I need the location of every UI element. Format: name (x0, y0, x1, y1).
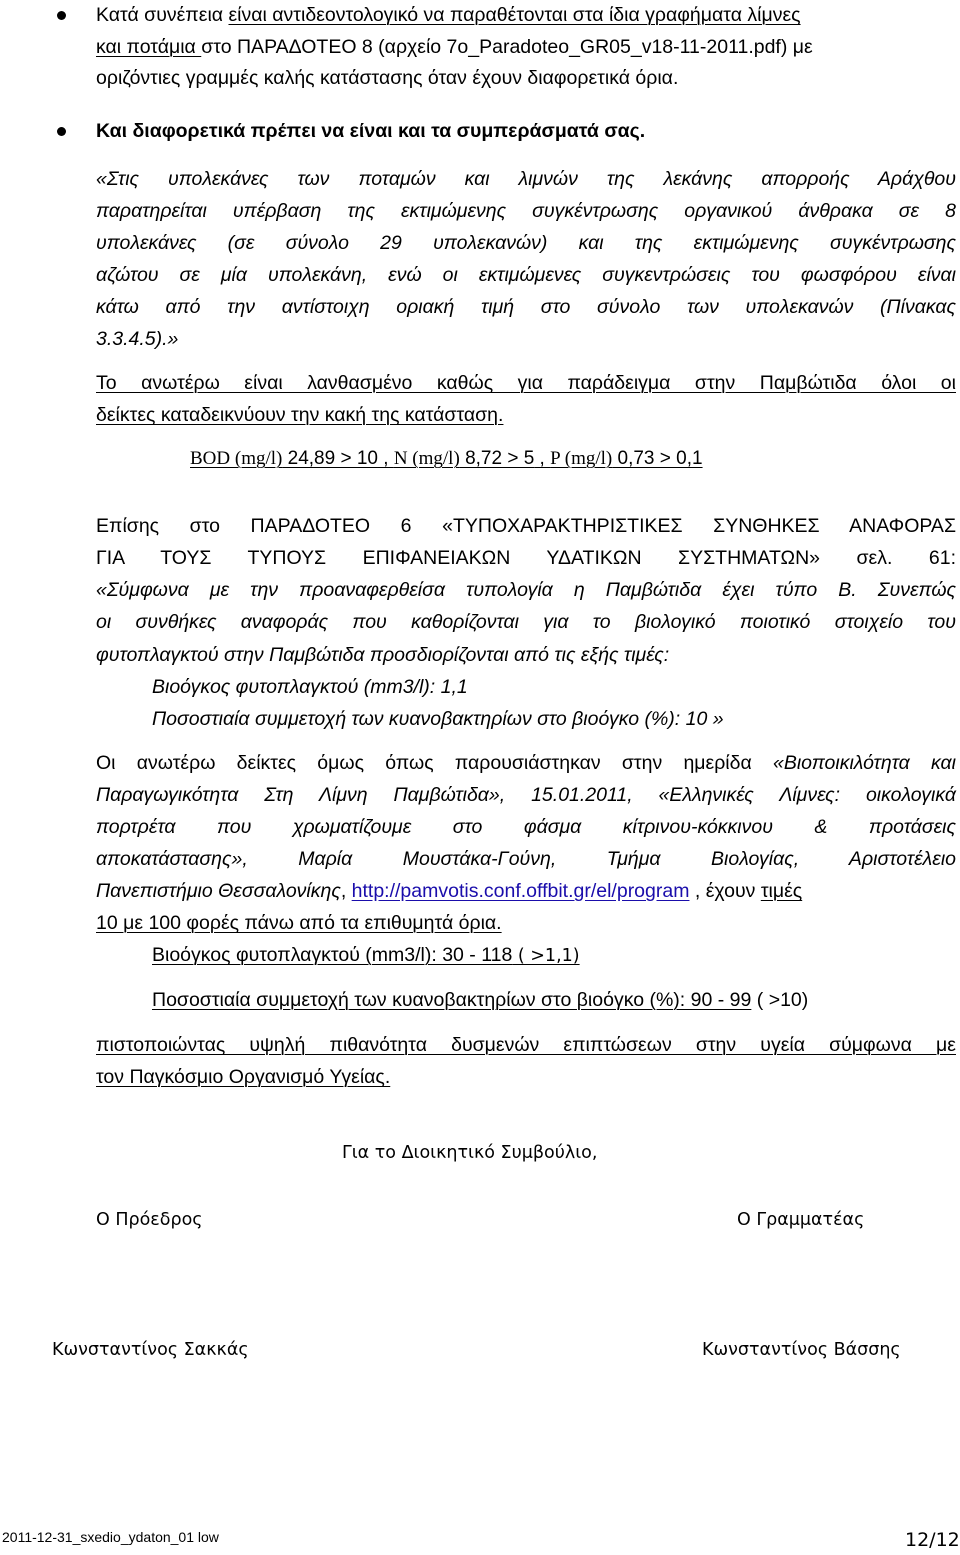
footer-filename: 2011-12-31_sxedio_ydaton_01 low (2, 1529, 219, 1545)
para3-line5: Πανεπιστήμιο Θεσσαλονίκης, http://pamvotis.conf.offbit.gr/el/program , έχουν τιμές (96, 880, 803, 902)
quote1-line4: αζώτου σε μία υπολεκάνη, ενώ οι εκτιμώμενες συγκεντρώσεις του φωσφόρου είναι (96, 264, 956, 286)
bullet-marker (57, 11, 66, 20)
para3-line4: αποκατάστασης», Μαρία Μουστάκα-Γούνη, Τμήμα Βιολογίας, Αριστοτέλειο (96, 848, 956, 870)
n-label: N (mg/l) (393, 448, 460, 469)
president-title: Ο Πρόεδρος (96, 1210, 203, 1230)
para1-line2: δείκτες καταδεικνύουν την κακή της κατάσταση. (96, 404, 504, 426)
bullet1-line2: και ποτάμια στο ΠΑΡΑΔΟΤΕΟ 8 (αρχείο 7ο_Paradoteo_GR05_v18-11-2011.pdf) με (96, 36, 813, 58)
para2-line7: Ποσοστιαία συμμετοχή των κυανοβακτηρίων στο βιοόγκο (%): 10 » (152, 708, 724, 730)
quote1-line2: παρατηρείται υπέρβαση της εκτιμώμενης συγκέντρωσης οργανικού άνθρακα σε 8 (96, 200, 956, 222)
indices-line: BOD (mg/l) 24,89 > 10 , N (mg/l) 8,72 > 5 , P (mg/l) 0,73 > 0,1 (190, 448, 703, 469)
secretary-title: Ο Γραμματέας (737, 1210, 865, 1230)
para2-line1: Επίσης στο ΠΑΡΑΔΟΤΕΟ 6 «ΤΥΠΟΧΑΡΑΚΤΗΡΙΣΤΙΚΕΣ ΣΥΝΘΗΚΕΣ ΑΝΑΦΟΡΑΣ (96, 515, 956, 537)
para3-line7: Βιοόγκος φυτοπλαγκτού (mm3/l): 30 - 118 ( >1,1) (152, 944, 580, 966)
para2-line6: Βιοόγκος φυτοπλαγκτού (mm3/l): 1,1 (152, 676, 468, 698)
quote1-line6: 3.3.4.5).» (96, 328, 179, 350)
bullet-marker (57, 127, 66, 136)
para3-line9: πιστοποιώντας υψηλή πιθανότητα δυσμενών επιπτώσεων στην υγεία σύμφωνα με (96, 1034, 956, 1056)
para2-line5: φυτοπλαγκτού στην Παμβώτιδα προσδιορίζονται από τις εξής τιμές: (96, 644, 670, 666)
para2-line4: οι συνθήκες αναφοράς που καθορίζονται για το βιολογικό ποιοτικό στοιχείο του (96, 611, 956, 633)
para2-line3: «Σύμφωνα με την προαναφερθείσα τυπολογία η Παμβώτιδα έχει τύπο Β. Συνεπώς (96, 579, 956, 601)
p-label: P (mg/l) (550, 448, 613, 469)
para3-line10: τον Παγκόσμιο Οργανισμό Υγείας. (96, 1066, 391, 1088)
para3-line6: 10 με 100 φορές πάνω από τα επιθυμητά όρια. (96, 912, 502, 934)
bod-value: 24,89 > 10 (282, 448, 378, 469)
bullet2-text: Και διαφορετικά πρέπει να είναι και τα συμπεράσματά σας. (96, 120, 646, 142)
quote1-line1: «Στις υπολεκάνες των ποταμών και λιμνών της λεκάνης απορροής Αράχθου (96, 168, 956, 190)
program-link[interactable]: http://pamvotis.conf.offbit.gr/el/program (351, 880, 690, 902)
secretary-name: Κωνσταντίνος Βάσσης (702, 1340, 901, 1360)
para1-line1: Το ανωτέρω είναι λανθασμένο καθώς για παράδειγμα στην Παμβώτιδα όλοι οι (96, 372, 956, 394)
para3-line3: πορτρέτα που χρωματίζουμε στο φάσμα κίτρινου-κόκκινου & προτάσεις (96, 816, 956, 838)
quote1-line5: κάτω από την αντίστοιχη οριακή τιμή στο σύνολο των υπολεκανών (Πίνακας (96, 296, 956, 318)
bullet1-line3: οριζόντιες γραμμές καλής κατάστασης όταν έχουν διαφορετικά όρια. (96, 67, 679, 89)
board-signoff: Για το Διοικητικό Συμβούλιο, (342, 1143, 598, 1163)
para2-line2: ΓΙΑ ΤΟΥΣ ΤΥΠΟΥΣ ΕΠΙΦΑΝΕΙΑΚΩΝ ΥΔΑΤΙΚΩΝ ΣΥΣΤΗΜΑΤΩΝ» σελ. 61: (96, 547, 956, 569)
para3-line2: Παραγωγικότητα Στη Λίμνη Παμβώτιδα», 15.01.2011, «Ελληνικές Λίμνες: οικολογικά (96, 784, 957, 806)
president-name: Κωνσταντίνος Σακκάς (52, 1340, 249, 1360)
quote1-line3: υπολεκάνες (σε σύνολο 29 υπολεκανών) και της εκτιμώμενης συγκέντρωσης (96, 232, 956, 254)
bullet1-line1: Κατά συνέπεια είναι αντιδεοντολογικό να παραθέτονται στα ίδια γραφήματα λίμνες (96, 4, 801, 26)
p-value: 0,73 > 0,1 (612, 448, 703, 469)
para3-line8: Ποσοστιαία συμμετοχή των κυανοβακτηρίων στο βιοόγκο (%): 90 - 99 ( >10) (152, 989, 809, 1011)
para3-line1: Οι ανωτέρω δείκτες όμως όπως παρουσιάστηκαν στην ημερίδα «Βιοποικιλότητα και (96, 752, 956, 774)
footer-page-number: 12/12 (905, 1529, 960, 1551)
bod-label: BOD (mg/l) (190, 448, 283, 469)
n-value: 8,72 > 5 (459, 448, 535, 469)
